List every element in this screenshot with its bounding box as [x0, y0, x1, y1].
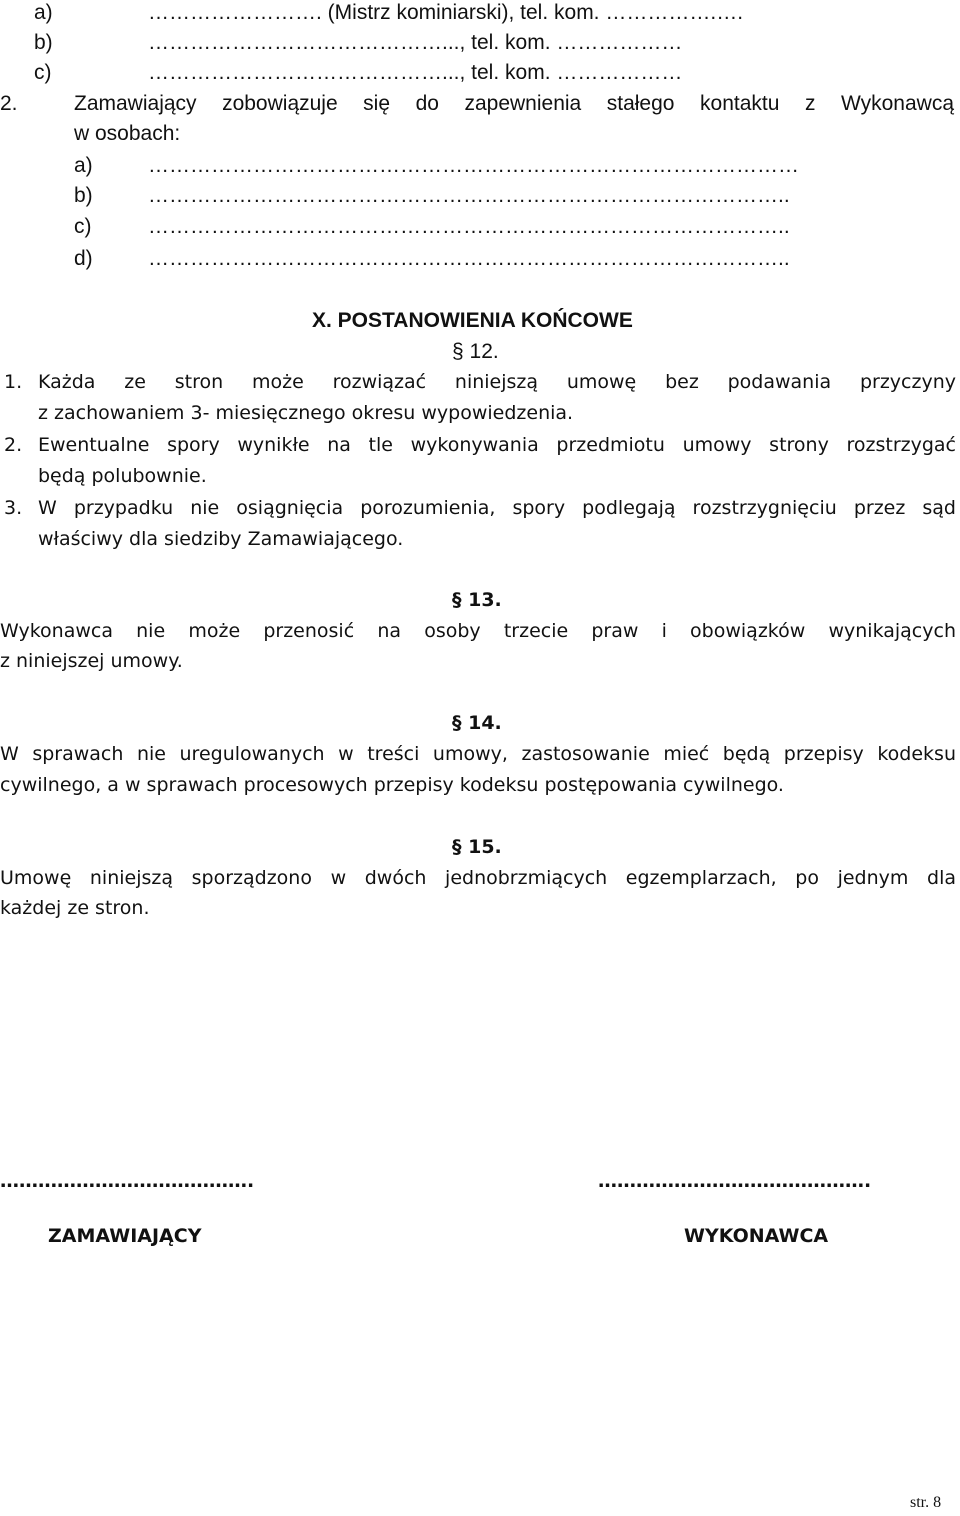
client-contact-label-d: d) [74, 247, 93, 270]
par12-item2-line2: będą polubownie. [38, 465, 207, 487]
client-contact-label-b: b) [74, 184, 93, 207]
item-text-line1: Zamawiający zobowiązuje się do zapewnienia stałego kontaktu z Wykonawcą [74, 92, 954, 115]
client-contact-line-a: ………………………………………………………………………………… [148, 154, 799, 177]
par12-item1-line2: z zachowaniem 3- miesięcznego okresu wypowiedzenia. [38, 402, 574, 424]
par14-line1: W sprawach nie uregulowanych w treści umowy, zastosowanie mieć będą przepisy kodeksu [0, 743, 956, 765]
paragraph-14-heading: § 14. [452, 712, 502, 734]
par15-line2: każdej ze stron. [0, 897, 150, 919]
par12-item3-line2: właściwy dla siedziby Zamawiającego. [38, 528, 404, 550]
signature-label-client: ZAMAWIAJĄCY [48, 1225, 202, 1247]
client-contact-line-c: ……………………………………………………………………………….. [148, 215, 790, 238]
contact-line-a: ……………………. (Mistrz kominiarski), tel. kom. …………….…. [148, 1, 744, 24]
signature-line-client: …………………………………. [0, 1170, 255, 1192]
par12-item1-line1: Każda ze stron może rozwiązać niniejszą umowę bez podawania przyczyny [38, 371, 956, 393]
client-contact-label-c: c) [74, 215, 92, 238]
par12-item2-line1: Ewentualne spory wynikłe na tle wykonywania przedmiotu umowy strony rozstrzygać [38, 434, 956, 456]
contact-label-b: b) [34, 31, 53, 54]
par15-line1: Umowę niniejszą sporządzono w dwóch jednobrzmiących egzemplarzach, po jednym dla [0, 867, 956, 889]
page-number: str. 8 [910, 1494, 942, 1511]
par14-line2: cywilnego, a w sprawach procesowych przepisy kodeksu postępowania cywilnego. [0, 774, 784, 796]
par12-item3-line1: W przypadku nie osiągnięcia porozumienia, spory podlegają rozstrzygnięciu przez sąd [38, 497, 956, 519]
contact-label-c: c) [34, 61, 52, 84]
par12-item2-number: 2. [4, 434, 23, 456]
signature-label-contractor: WYKONAWCA [684, 1225, 829, 1247]
contact-line-c: ……………………………………..., tel. kom. ……………… [148, 61, 683, 84]
client-contact-line-d: ……………………………………………………………………………….. [148, 247, 790, 270]
client-contact-label-a: a) [74, 154, 93, 177]
par13-line1: Wykonawca nie może przenosić na osoby trzecie praw i obowiązków wynikających [0, 620, 956, 642]
par12-item3-number: 3. [4, 497, 23, 519]
item-number: 2. [0, 92, 18, 115]
contact-label-a: a) [34, 1, 53, 24]
item-text-line2: w osobach: [74, 122, 181, 145]
paragraph-15-heading: § 15. [452, 836, 502, 858]
signature-line-contractor: ……………………………………. [598, 1170, 872, 1192]
paragraph-12-heading: § 12. [452, 340, 499, 363]
section-title: X. POSTANOWIENIA KOŃCOWE [312, 309, 633, 332]
paragraph-13-heading: § 13. [452, 589, 502, 611]
par12-item1-number: 1. [4, 371, 23, 393]
client-contact-line-b: ……………………………………………………………………………….. [148, 184, 790, 207]
par13-line2: z niniejszej umowy. [0, 650, 183, 672]
contact-line-b: ……………………………………..., tel. kom. ……………… [148, 31, 683, 54]
